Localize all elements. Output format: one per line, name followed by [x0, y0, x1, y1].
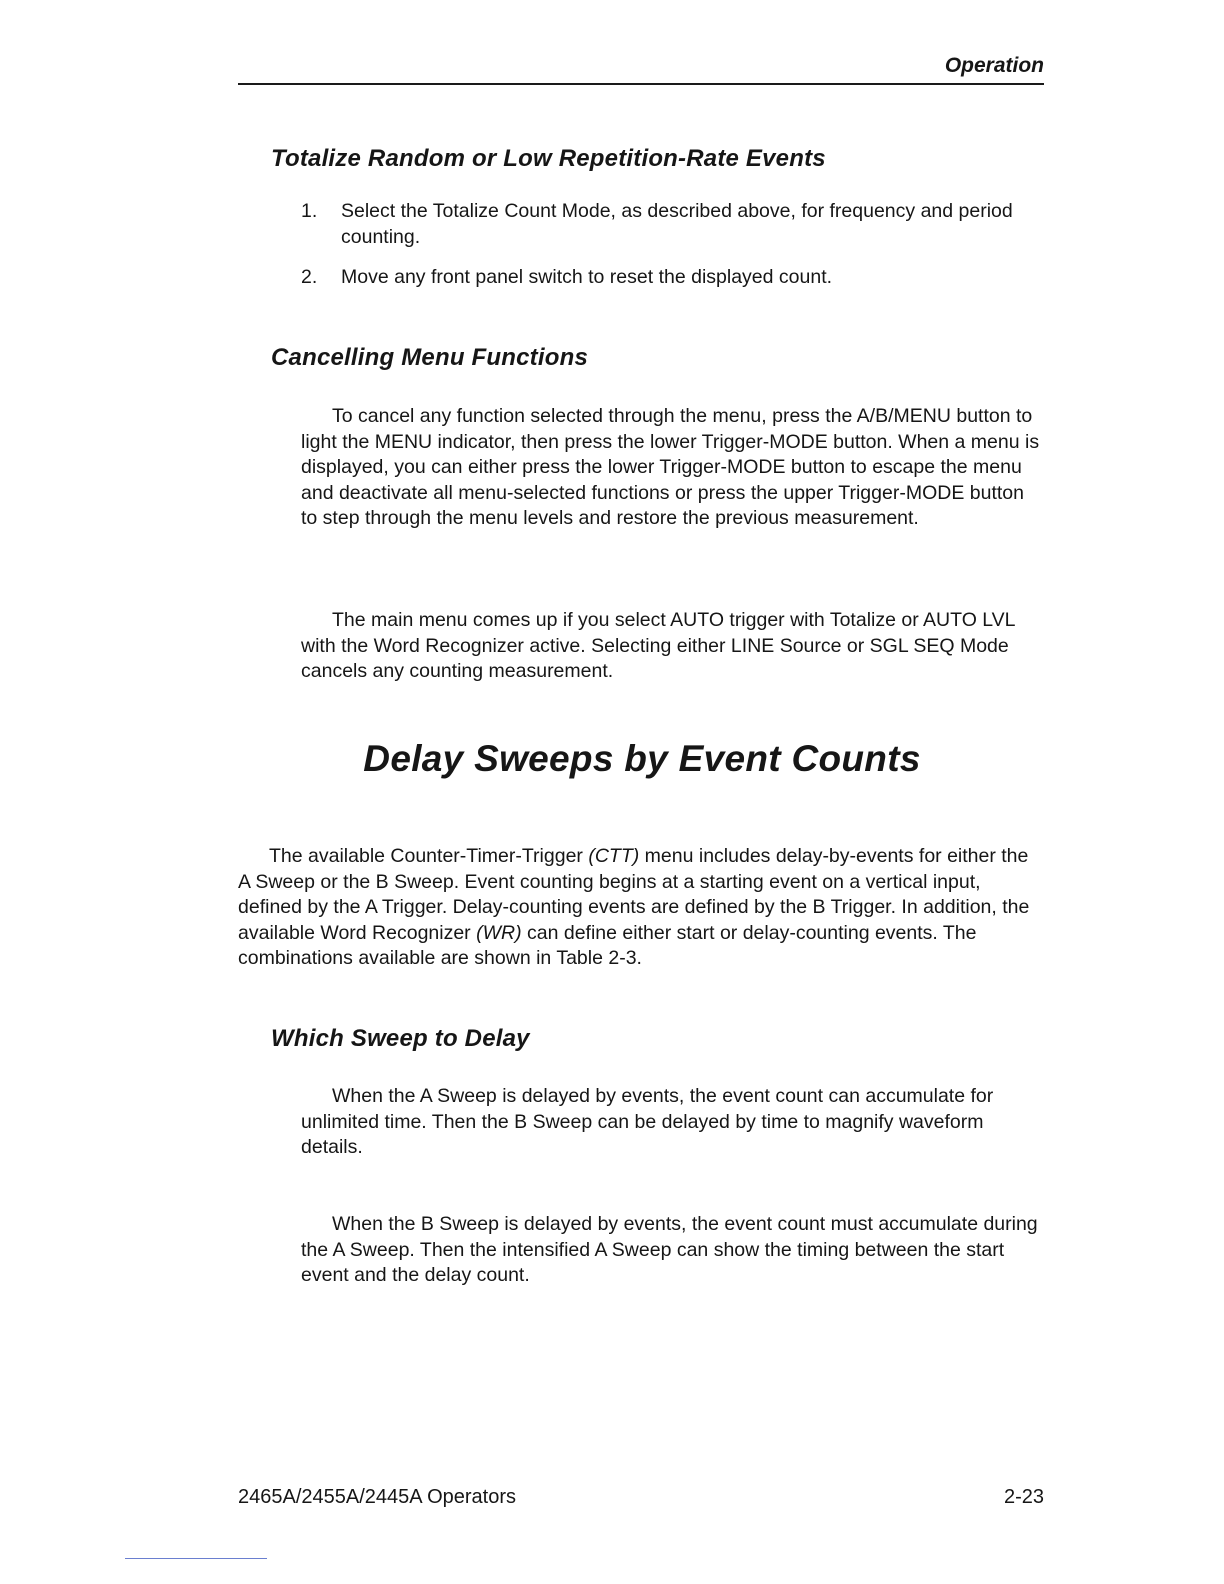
delay-intro-text-c: can define either start or delay-counting events. The combinations available are shown in Table 2-3. [238, 921, 977, 970]
delay-intro-paragraph [238, 844, 1044, 972]
footer-manual-title: 2465A/2455A/2445A Operators [238, 1486, 516, 1508]
step-1 [301, 199, 1031, 250]
cancelling-paragraph-2: The main menu comes up if you select AUTO trigger with Totalize or AUTO LVL with the Word Recognizer active. Selecting either LINE Source or SGL SEQ Mode cancels any counting measurement. [301, 609, 1015, 683]
step-2-number: 2. [301, 266, 318, 289]
ctt-abbrev: (CTT) [588, 845, 640, 867]
cancelling-heading: Cancelling Menu Functions [271, 344, 589, 371]
which-sweep-paragraph-2: When the B Sweep is delayed by events, the event count must accumulate during the A Sweep. Then the intensified A Sweep can show the timing between the start event and the delay count. [301, 1213, 1038, 1287]
which-sweep-paragraph-1: When the A Sweep is delayed by events, the event count can accumulate for unlimited time. Then the B Sweep can be delayed by time to magnify waveform details. [301, 1085, 994, 1159]
header-rule [238, 83, 1044, 85]
link-underline [125, 1558, 267, 1559]
which-sweep-heading: Which Sweep to Delay [271, 1025, 530, 1052]
delay-intro-text-a: The available Counter-Timer-Trigger [269, 845, 589, 867]
step-1-text: Select the Totalize Count Mode, as described above, for frequency and period counting. [341, 200, 1013, 248]
running-header: Operation [944, 54, 1044, 77]
step-2 [301, 265, 1031, 291]
step-1-number: 1. [301, 200, 318, 222]
delay-intro-text-b: menu includes delay-by-events for either the A Sweep or the B Sweep. Event counting begins at a starting event on a vertical input, defined by the A Trigger. Delay-counting events are defined by the B Trigger. In addition, the available Word Recognizer [238, 845, 1030, 944]
wr-abbrev: (WR) [476, 921, 522, 944]
totalize-heading: Totalize Random or Low Repetition-Rate Events [271, 145, 826, 172]
totalize-steps [301, 199, 1031, 291]
footer-page-number: 2-23 [1003, 1486, 1044, 1508]
step-2-text: Move any front panel switch to reset the displayed count. [341, 266, 833, 289]
cancelling-paragraph-1: To cancel any function selected through the menu, press the A/B/MENU button to light the MENU indicator, then press the lower Trigger-MODE button. When a menu is displayed, you can either press the lower Trigger-MODE button to escape the menu and deactivate all menu-selected functions or press the upper Trigger-MODE button to step through the menu levels and restore the previous measurement. [301, 405, 1040, 530]
delay-heading: Delay Sweeps by Event Counts [363, 738, 921, 779]
